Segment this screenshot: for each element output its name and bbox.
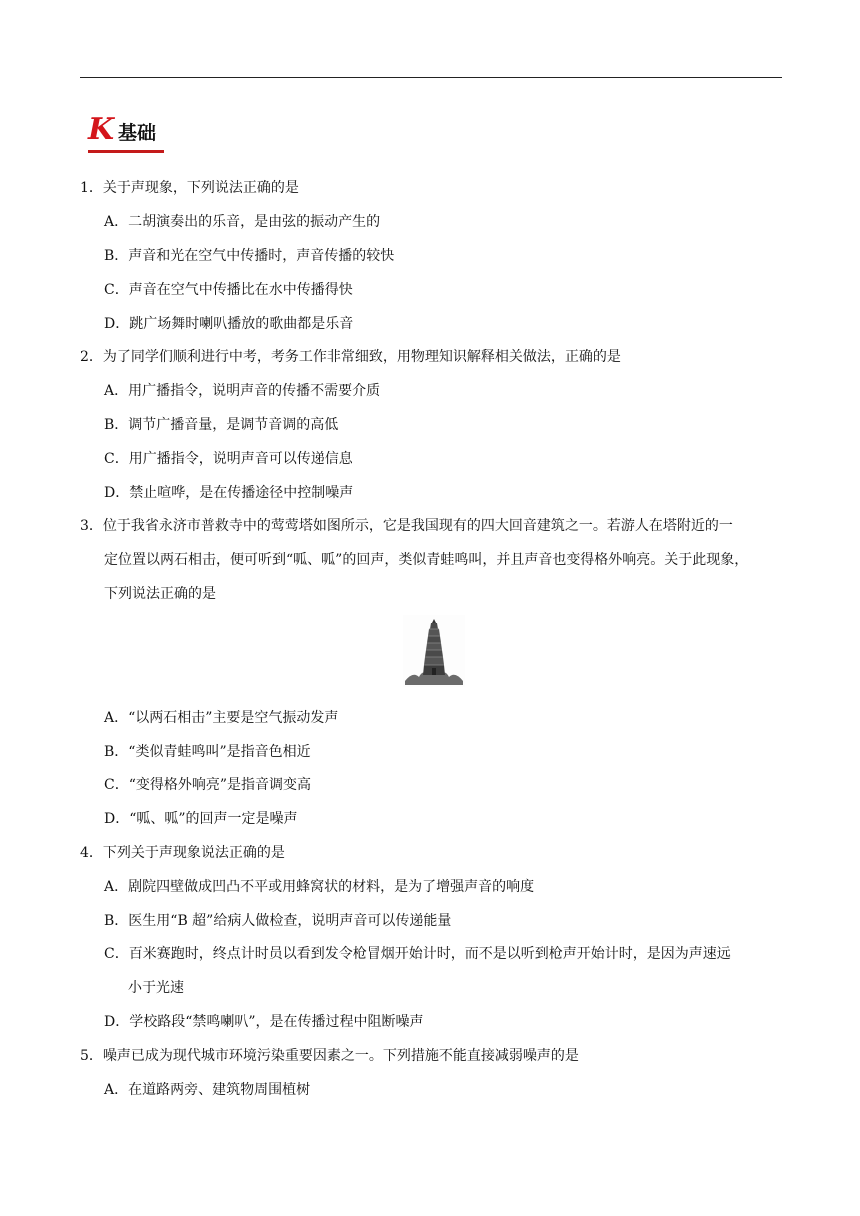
question-1-option-c: C．声音在空气中传播比在水中传播得快 bbox=[104, 282, 353, 298]
question-1-option-d: D．跳广场舞时喇叭播放的歌曲都是乐音 bbox=[104, 316, 354, 332]
question-4-option-c: C．百米赛跑时，终点计时员以看到发令枪冒烟开始计时，而不是以听到枪声开始计时，是因为声速远 bbox=[104, 946, 731, 962]
question-2-option-b: B．调节广播音量，是调节音调的高低 bbox=[104, 417, 339, 433]
question-4-option-d: D．学校路段“禁鸣喇叭”，是在传播过程中阻断噪声 bbox=[104, 1014, 424, 1030]
question-2-option-a: A．用广播指令，说明声音的传播不需要介质 bbox=[104, 383, 381, 399]
question-2-option-c: C．用广播指令，说明声音可以传递信息 bbox=[104, 451, 353, 467]
question-4-option-c-continued: 小于光速 bbox=[128, 980, 184, 996]
pagoda-figure bbox=[403, 615, 465, 687]
question-5-stem: 5．噪声已成为现代城市环境污染重要因素之一。下列措施不能直接减弱噪声的是 bbox=[80, 1048, 579, 1064]
question-4-option-a: A．剧院四壁做成凹凸不平或用蜂窝状的材料，是为了增强声音的响度 bbox=[104, 879, 535, 895]
question-1-option-a: A．二胡演奏出的乐音，是由弦的振动产生的 bbox=[104, 214, 381, 230]
header-rule bbox=[80, 77, 782, 78]
question-3-option-b: B．“类似青蛙鸣叫”是指音色相近 bbox=[104, 744, 311, 760]
question-4-stem: 4．下列关于声现象说法正确的是 bbox=[80, 845, 285, 861]
section-heading bbox=[88, 114, 208, 156]
question-3-stem-line-3: 下列说法正确的是 bbox=[104, 586, 216, 602]
question-3-option-c: C．“变得格外响亮”是指音调变高 bbox=[104, 777, 312, 793]
question-4-option-b: B．医生用“B 超”给病人做检查，说明声音可以传递能量 bbox=[104, 913, 452, 929]
question-3-stem: 3．位于我省永济市普救寺中的莺莺塔如图所示，它是我国现有的四大回音建筑之一。若游人在塔附近的一 bbox=[80, 518, 733, 534]
section-title: 基础 bbox=[118, 122, 157, 144]
question-2-stem: 2．为了同学们顺利进行中考，考务工作非常细致，用物理知识解释相关做法，正确的是 bbox=[80, 349, 621, 365]
question-3-option-d: D．“呱、呱”的回声一定是噪声 bbox=[104, 811, 298, 827]
question-1-option-b: B．声音和光在空气中传播时，声音传播的较快 bbox=[104, 248, 395, 264]
section-underline bbox=[88, 150, 164, 153]
question-3-option-a: A．“以两石相击”主要是空气振动发声 bbox=[104, 710, 339, 726]
question-2-option-d: D．禁止喧哗，是在传播途径中控制噪声 bbox=[104, 485, 354, 501]
question-3-stem-line-2: 定位置以两石相击，便可听到“呱、呱”的回声，类似青蛙鸣叫，并且声音也变得格外响亮。关于此现象， bbox=[104, 552, 749, 568]
question-1-stem: 1．关于声现象，下列说法正确的是 bbox=[80, 180, 299, 196]
section-logo-letter: K bbox=[88, 112, 115, 147]
question-5-option-a: A．在道路两旁、建筑物周围植树 bbox=[104, 1082, 311, 1098]
